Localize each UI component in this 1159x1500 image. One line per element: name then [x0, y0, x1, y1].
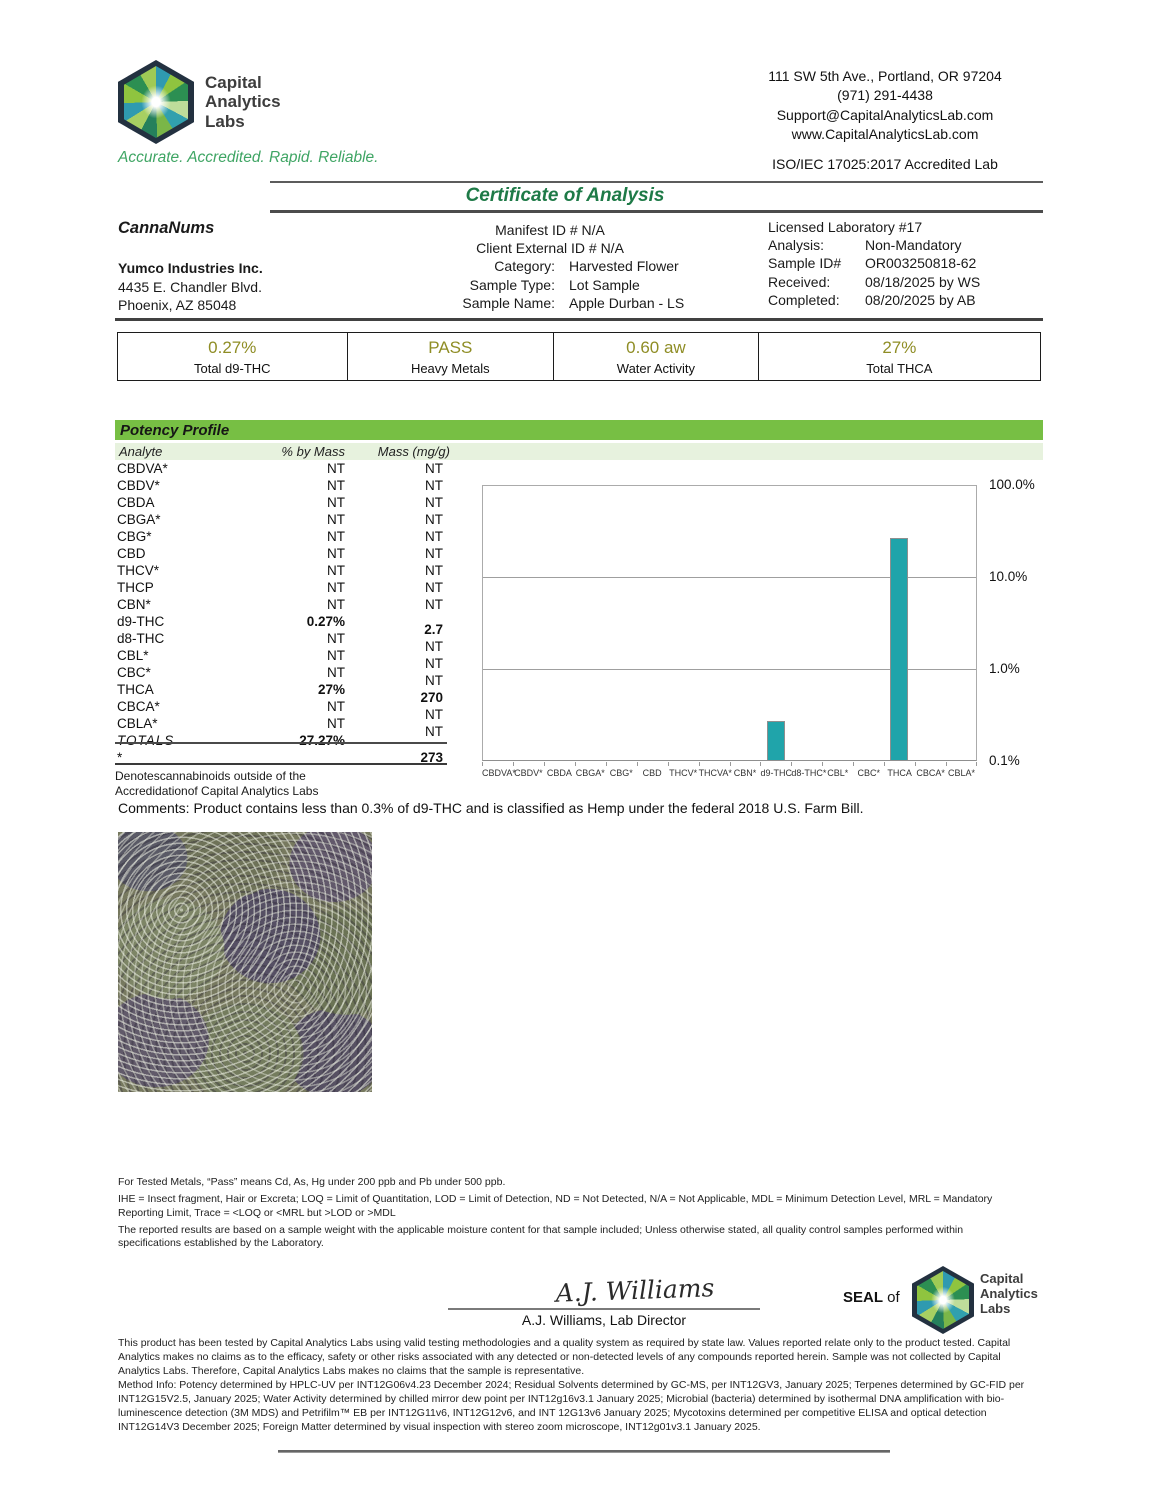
chart-x-label: CBN*: [733, 768, 757, 778]
analyte-name: CBDV*: [117, 478, 160, 493]
footnotes-block: [118, 1176, 1026, 1254]
lab-tagline: Accurate. Accredited. Rapid. Reliable.: [118, 149, 379, 166]
potency-section-title: Potency Profile: [120, 421, 230, 439]
summary-box-total-d9-thc: [118, 333, 348, 380]
disclaimer-text: This product has been tested by Capital Analytics Labs using valid testing methodologies and a quality system as required by state law. Values reported relate only to the product tested. Capital Analytics makes no claims as to the efficacy, safety or other risks associated with any detected or non-detected levels of any compounds reported herein. Sample was not collected by Capital Analytics Labs. Therefore, Capital Analytics Labs makes no claims that the sample is representative.: [118, 1337, 1011, 1377]
pct-by-mass-value: NT: [327, 580, 345, 595]
analyte-name: THCP: [117, 580, 154, 595]
mass-mgg-value: NT: [425, 546, 443, 561]
sample-id-value: OR003250818-62: [865, 255, 977, 272]
potency-row: [115, 546, 447, 563]
summary-box-water-activity: [554, 333, 759, 380]
title-rule-bottom: [270, 210, 1043, 213]
potency-row: [115, 461, 447, 478]
chart-x-label: THCVA*: [698, 768, 732, 778]
client-name: CannaNums: [118, 219, 215, 237]
section-divider: [115, 318, 1043, 321]
analyte-name: d8-THC: [117, 631, 165, 646]
chart-y-label: 0.1%: [989, 753, 1020, 768]
pct-by-mass-value: NT: [327, 563, 345, 578]
mass-mgg-value: NT: [425, 529, 443, 544]
summary-value: 0.27%: [208, 337, 257, 357]
analyte-name: d9-THC: [117, 614, 165, 629]
title-rule-top: [270, 181, 1043, 183]
chart-bar-d9-THC: [767, 721, 785, 760]
summary-value: PASS: [428, 337, 473, 357]
sample-name-label: Sample Name:: [462, 294, 555, 311]
lab-logo-hexagon-icon: [118, 60, 194, 144]
summary-value: 0.60 aw: [626, 337, 686, 357]
seal-hexagon-icon: [912, 1266, 974, 1334]
summary-label: Total d9-THC: [193, 360, 271, 376]
pct-by-mass-value: 27.27%: [299, 733, 345, 748]
analyte-name: CBC*: [117, 665, 151, 680]
chart-x-ticks: [482, 762, 977, 766]
summary-box-heavy-metals: [348, 333, 555, 380]
sample-name-value: Apple Durban - LS: [569, 294, 685, 311]
chart-x-label: CBG*: [609, 768, 633, 778]
mass-mgg-value: NT: [425, 673, 443, 688]
potency-row: [115, 648, 447, 671]
completed-label: Completed:: [768, 291, 840, 308]
client-external-id: Client External ID # N/A: [476, 240, 624, 257]
pct-by-mass-value: NT: [327, 546, 345, 561]
analyte-name: CBN*: [117, 597, 151, 612]
analysis-label: Analysis:: [768, 237, 825, 254]
received-value: 08/18/2025 by WS: [865, 273, 981, 290]
lab-logo-wordmark: [205, 73, 281, 131]
chart-y-label: 100.0%: [989, 477, 1035, 492]
analyte-name: CBDA: [117, 495, 155, 510]
lab-info-block: [768, 218, 1046, 309]
chart-x-label: CBGA*: [575, 768, 605, 778]
page-title: Certificate of Analysis: [465, 185, 665, 206]
analyte-name: CBL*: [117, 648, 149, 663]
category-label: Category:: [494, 258, 555, 275]
pct-by-mass-value: 0.27%: [306, 614, 345, 629]
mass-mgg-value: 270: [420, 690, 443, 705]
potency-row: [115, 665, 447, 688]
lab-phone: (971) 291-4438: [837, 87, 933, 104]
chart-x-label: CBDVA*: [482, 768, 516, 778]
analyte-name: CBD: [117, 546, 146, 561]
mass-mgg-value: NT: [425, 512, 443, 527]
potency-row: [115, 716, 447, 739]
pct-by-mass-value: 27%: [317, 682, 345, 697]
summary-value: 27%: [882, 337, 917, 357]
chart-x-labels: [482, 768, 977, 778]
sample-id-label: Sample ID#: [768, 255, 842, 272]
analysis-value: Non-Mandatory: [865, 237, 962, 254]
mass-mgg-value: 2.7: [424, 622, 443, 637]
mass-mgg-value: NT: [425, 495, 443, 510]
mass-mgg-value: NT: [425, 580, 443, 595]
potency-row: [115, 529, 447, 546]
client-address-1: 4435 E. Chandler Blvd.: [118, 278, 262, 295]
completed-value: 08/20/2025 by AB: [865, 291, 976, 308]
potency-row: [115, 733, 447, 750]
pct-by-mass-value: NT: [327, 461, 345, 476]
potency-row: [115, 750, 447, 765]
seal-label: SEAL of: [843, 1289, 900, 1306]
logo-line: Capital: [205, 72, 262, 92]
pct-by-mass-value: NT: [327, 648, 345, 663]
comments-text: Comments: Product contains less than 0.3% of d9-THC and is classified as Hemp under the federal 2018 U.S. Farm Bill.: [118, 800, 864, 816]
logo-line: Analytics: [205, 92, 281, 112]
col-header-pct-by-mass: % by Mass: [281, 444, 345, 459]
potency-row: [115, 614, 447, 637]
sample-photo: [118, 832, 372, 1092]
disclaimer-block: [118, 1337, 1040, 1435]
col-header-analyte: Analyte: [119, 444, 163, 459]
category-value: Harvested Flower: [569, 258, 679, 275]
lab-address: 111 SW 5th Ave., Portland, OR 97204: [768, 68, 1002, 84]
summary-label: Heavy Metals: [410, 360, 490, 376]
mass-mgg-value: 273: [420, 750, 443, 765]
sample-type-value: Lot Sample: [569, 276, 640, 293]
summary-results-row: [117, 332, 1041, 381]
pct-by-mass-value: NT: [327, 597, 345, 612]
chart-y-label: 10.0%: [989, 569, 1028, 584]
lab-contact-block: [655, 67, 1115, 175]
potency-row: [115, 495, 447, 512]
signature-line: [448, 1308, 760, 1310]
potency-profile-section: [115, 420, 1043, 799]
analyte-name: CBGA*: [117, 512, 161, 527]
analyte-name: CBCA*: [117, 699, 160, 714]
pct-by-mass-value: NT: [327, 512, 345, 527]
mass-mgg-value: NT: [425, 656, 443, 671]
manifest-id: Manifest ID # N/A: [495, 222, 605, 238]
chart-x-label: THCV*: [669, 768, 698, 778]
client-block: [118, 218, 358, 314]
potency-row: [115, 597, 447, 614]
potency-section-header: [115, 420, 1043, 440]
analyte-name: *: [117, 750, 123, 765]
footnote-metals: For Tested Metals, “Pass” means Cd, As, Hg under 200 ppb and Pb under 500 ppb.: [118, 1176, 506, 1188]
lab-logo: [118, 60, 281, 144]
pct-by-mass-value: NT: [327, 631, 345, 646]
method-info-text: Method Info: Potency determined by HPLC-UV per INT12G06v4.23 December 2024; Residual Solvents determined by GC-MS, per INT12GV3, January 2025; Terpenes determined by GC-FID per INT12G15V2.5, January 2025; Water Activity determined by chilled mirror dew point per INT12g16v3.1 January 2025; Microbial (bacteria) determined by isothermal DNA amplification with bio-luminescence detection (3M MDS) and Petrifilm™ EB per INT12G11v6, INT12G12v6, and INT 12G13v6 January 2025; Mycotoxins determined per competitive ELISA and optical detection INT12G14V3 December 2025; Foreign Matter determined by visual inspection with stereo zoom microscope, INT12g01v3.1 January 2025.: [118, 1378, 1025, 1433]
pct-by-mass-value: NT: [327, 665, 345, 680]
sample-type-label: Sample Type:: [469, 276, 555, 293]
potency-row: [115, 563, 447, 580]
chart-x-label: CBD: [642, 768, 662, 778]
lab-accreditation: ISO/IEC 17025:2017 Accredited Lab: [772, 156, 998, 173]
summary-box-total-thca: [759, 333, 1040, 380]
chart-x-label: CBLA*: [948, 768, 976, 778]
potency-table: [115, 461, 447, 799]
potency-row: [115, 699, 447, 722]
sample-info-block: [385, 221, 715, 312]
logo-line: Labs: [205, 111, 245, 131]
mass-mgg-value: NT: [425, 461, 443, 476]
potency-footnote: Denotescannabinoids outside of the Accredidationof Capital Analytics Labs: [115, 769, 319, 798]
summary-label: Total THCA: [866, 360, 933, 376]
chart-x-label: CBC*: [857, 768, 880, 778]
chart-bar-THCA: [890, 538, 908, 760]
pct-by-mass-value: NT: [327, 478, 345, 493]
col-header-mass-mgg: Mass (mg/g): [377, 444, 450, 459]
potency-bar-chart: [447, 461, 1043, 791]
client-company: Yumco Industries Inc.: [118, 260, 263, 277]
chart-x-label: d8-THC*: [791, 768, 827, 778]
mass-mgg-value: NT: [425, 707, 443, 722]
chart-x-label: CBDV*: [514, 768, 543, 778]
chart-y-label: 1.0%: [989, 661, 1020, 676]
pct-by-mass-value: NT: [327, 529, 345, 544]
footnote-reported-results: The reported results are based on a sample weight with the applicable moisture content for that sample included; Unless otherwise stated, all quality control samples performed within specifications established by the Laboratory.: [118, 1223, 964, 1250]
mass-mgg-value: NT: [425, 563, 443, 578]
received-label: Received:: [768, 273, 831, 290]
signature-script: A.J. Williams: [555, 1273, 715, 1308]
analyte-name: CBG*: [117, 529, 152, 544]
analyte-name: CBDVA*: [117, 461, 168, 476]
analyte-name: THCA: [117, 682, 154, 697]
analyte-name: TOTALS: [117, 733, 175, 748]
footnote-abbreviations: IHE = Insect fragment, Hair or Excreta; LOQ = Limit of Quantitation, LOD = Limit of Detection, ND = Not Detected, N/A = Not Applicable, MDL = Minimum Detection Level, MRL = Mandatory Reporting Limit, Trace = <LOQ or <MRL but >LOD or >MDL: [118, 1192, 993, 1219]
pct-by-mass-value: NT: [327, 495, 345, 510]
chart-x-label: CBCA*: [916, 768, 945, 778]
analyte-name: THCV*: [117, 563, 160, 578]
bottom-divider: [278, 1450, 890, 1453]
potency-row: [115, 631, 447, 654]
signature-printed-name: A.J. Williams, Lab Director: [521, 1312, 687, 1328]
pct-by-mass-value: NT: [327, 716, 345, 731]
chart-x-label: CBL*: [827, 768, 849, 778]
seal-wordmark: Capital Analytics Labs: [980, 1271, 1038, 1316]
mass-mgg-value: NT: [425, 724, 443, 739]
potency-row: [115, 512, 447, 529]
mass-mgg-value: NT: [425, 639, 443, 654]
chart-plot-area: [482, 485, 977, 761]
pct-by-mass-value: NT: [327, 699, 345, 714]
lab-email: Support@CapitalAnalyticsLab.com: [776, 106, 994, 123]
chart-x-label: CBDA: [546, 768, 572, 778]
potency-row: [115, 580, 447, 597]
chart-x-label: THCA: [887, 768, 912, 778]
potency-row: [115, 682, 447, 705]
client-address-2: Phoenix, AZ 85048: [118, 296, 237, 313]
mass-mgg-value: NT: [425, 597, 443, 612]
licensed-laboratory: Licensed Laboratory #17: [768, 219, 923, 235]
mass-mgg-value: NT: [425, 478, 443, 493]
potency-row: [115, 478, 447, 495]
analyte-name: CBLA*: [117, 716, 158, 731]
lab-website: www.CapitalAnalyticsLab.com: [791, 125, 979, 142]
summary-label: Water Activity: [616, 360, 696, 376]
chart-x-label: d9-THC: [760, 768, 792, 778]
potency-column-headers: [115, 443, 1043, 460]
